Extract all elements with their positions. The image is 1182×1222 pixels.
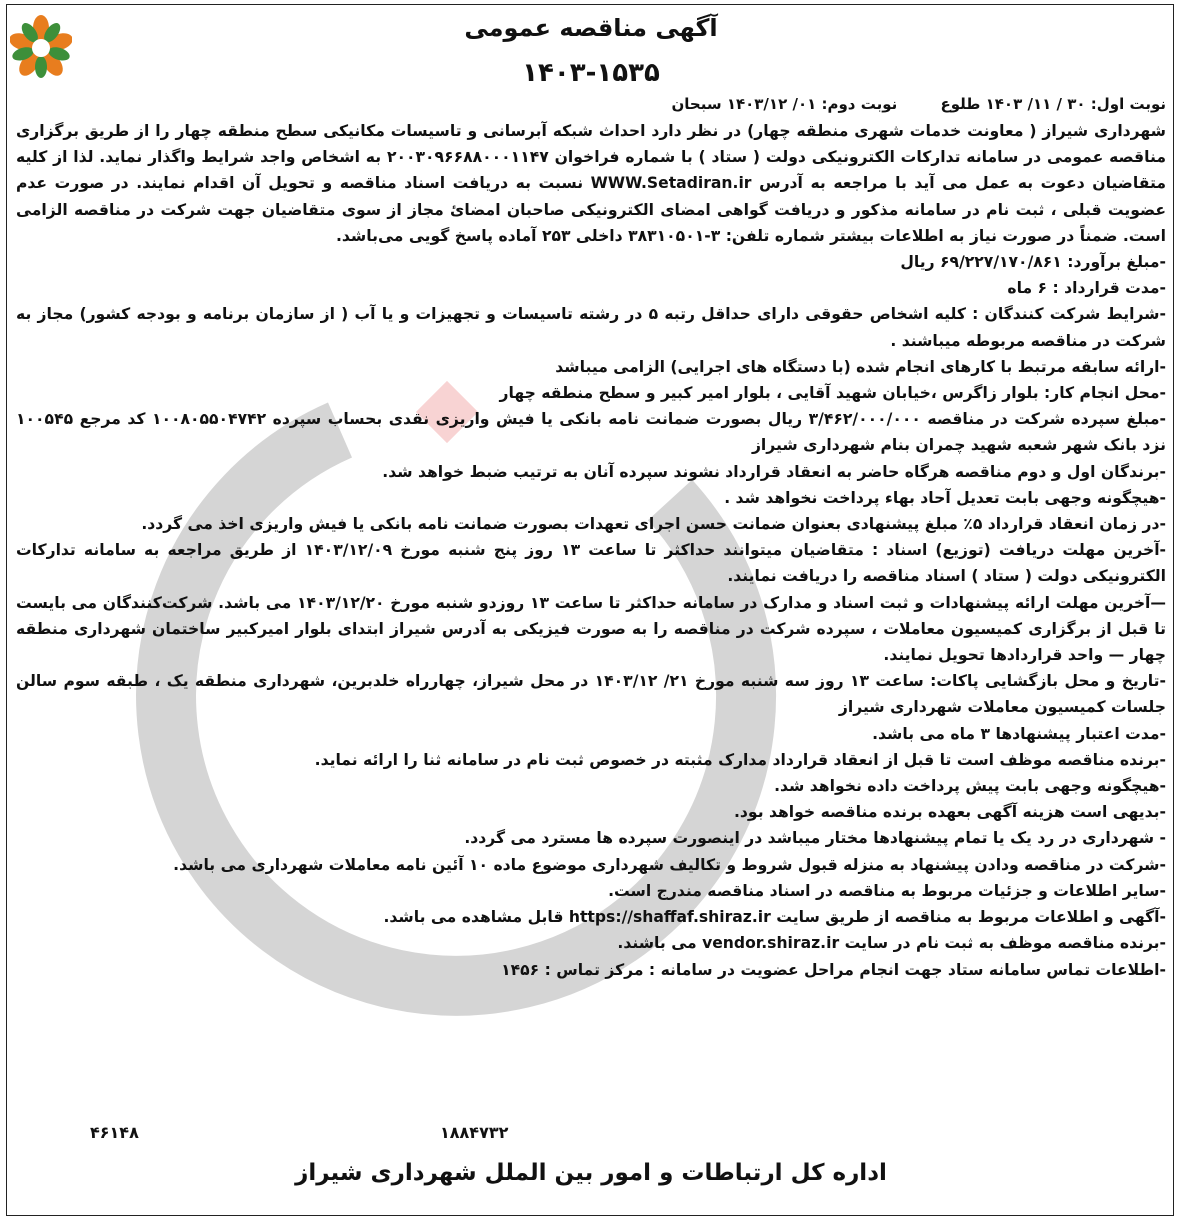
estimate-amount: -مبلغ برآورد: ۶۹/۲۲۷/۱۷۰/۸۶۱ ریال [900,253,1166,272]
intro-paragraph: شهرداری شیراز ( معاونت خدمات شهری منطقه چهار) در نظر دارد احداث شبکه آبرسانی و تاسیسات مکانیکی سطح منطقه چهار را از طریق برگزاری مناقصه عمومی در سامانه تدارکات الکترونیکی دولت ( ستاد ) با شماره فراخوان ۲۰۰۳۰۹۶۶۸۸۰۰۰۱۱۴۷ به اشخاص واجد شرایط واگذار نماید. لذا از کلیه متقاضیان دعوت به عمل می آید با مراجعه به آدرس WWW.Setadiran.ir نسبت به دریافت اسناد مناقصه و تحویل آن اقدام نمایند. در صورت عدم عضویت قبلی ، ثبت نام در سامانه مذکور و دریافت گواهی امضای الکترونیکی صاحبان امضائ مجاز از سوی متقاضیان جهت شرکت در مناقصه الزامی است. ضمناً در صورت نیاز به اطلاعات بیشتر شماره تلفن: ۳-۳۸۳۱۰۵۰۱ داخلی ۲۵۳ آماده پاسخ گویی می‌باشد. [16,122,1166,245]
notice-body [16,118,1166,983]
notice-title: آگهی مناقصه عمومی [464,14,718,42]
contact-phone-number: ۱۸۸۴۷۳۲ [440,1123,509,1142]
acceptance-terms: -شرکت در مناقصه ودادن پیشنهاد به منزله قبول شروط و تکالیف شهرداری موضوع ماده ۱۰ آئین نامه معاملات شهرداری می باشد. [173,855,1166,874]
ad-code-number: ۴۶۱۴۸ [90,1123,139,1142]
issuer-signature: اداره کل ارتباطات و امور بین الملل شهرداری شیراز [295,1160,887,1186]
participant-conditions: -شرایط شرکت کنندگان : کلیه اشخاص حقوقی دارای حداقل رتبه ۵ در رشته تاسیسات و تجهیزات و یا آب ( از سازمان برنامه و بودجه کشور) مجاز به شرکت در مناقصه مربوطه میباشند . [16,305,1166,350]
offer-validity: -مدت اعتبار پیشنهادها ۳ ماه می باشد. [872,724,1166,743]
contact-info: -اطلاعات تماس سامانه ستاد جهت انجام مراحل عضویت در سامانه : مرکز تماس : ۱۴۵۶ [501,960,1166,979]
contract-duration: -مدت قرارداد : ۶ ماه [1007,279,1166,298]
performance-guarantee: -در زمان انعقاد قرارداد ۵٪ مبلغ پیشنهادی بعنوان ضمانت حسن اجرای تعهدات بصورت ضمانت نامه بانکی یا فیش واریزی اخذ می گردد. [141,515,1166,534]
submission-deadline: —آخرین مهلت ارائه پیشنهادات و ثبت اسناد و مدارک در سامانه حداکثر تا ساعت ۱۳ روزدو شنبه مورخ ۱۴۰۳/۱۲/۲۰ می باشد. شرکت‌کنندگان می بایست تا قبل از برگزاری کمیسیون معاملات ، سپرده شرکت در مناقصه را به صورت فیزیکی به آدرس شیراز ابتدای بلوار امیرکبیر ساختمان شهرداری منطقه چهار — واحد قراردادها تحویل نمایند. [16,593,1166,665]
tender-number: ۱۴۰۳-۱۵۳۵ [522,58,660,88]
publication-shifts [26,95,1166,117]
experience-requirement: -ارائه سابقه مرتبط با کارهای انجام شده (با دستگاه های اجرایی) الزامی میباشد [555,357,1166,376]
deposit-amount: -مبلغ سپرده شرکت در مناقصه ۳/۴۶۲/۰۰۰/۰۰۰ ریال بصورت ضمانت نامه بانکی یا فیش واریزی نقدی بحساب سپرده ۱۰۰۸۰۵۵۰۴۷۴۲ کد مرجع ۱۰۰۵۴۵ نزد بانک شهر شعبه شهید چمران بنام شهرداری شیراز [16,410,1167,455]
opening-date-location: -تاریخ و محل بازگشایی پاکات: ساعت ۱۳ روز سه شنبه مورخ ۲۱/ ۱۴۰۳/۱۲ در محل شیراز، چهارراه خلدبرین، شهرداری منطقه یک ، طبقه سوم سالن جلسات کمیسیون معاملات شهرداری شیراز [16,672,1166,717]
ad-cost: -بدیهی است هزینه آگهی بعهده برنده مناقصه خواهد بود. [734,803,1166,822]
work-location: -محل انجام کار: بلوار زاگرس ،خیابان شهید آقایی ، بلوار امیر کبیر و سطح منطقه چهار [499,384,1166,403]
rejection-right: - شهرداری در رد یک یا تمام پیشنهادها مختار میباشد در اینصورت سپرده ها مسترد می گردد. [464,829,1166,848]
website-info: -آگهی و اطلاعات مربوط به مناقصه از طریق سایت https://shaffaf.shiraz.ir قابل مشاهده می باشد. [383,908,1166,927]
no-adjustment: -هیچگونه وجهی بابت تعدیل آحاد بهاء پرداخت نخواهد شد . [724,488,1166,507]
sana-registration: -برنده مناقصه موظف است تا قبل از انعقاد قرارداد مدارک مثبته در خصوص ثبت نام در سامانه ثنا را ارائه نماید. [314,750,1166,769]
winners-deposit: -برندگان اول و دوم مناقصه هرگاه حاضر به انعقاد قرارداد نشوند سپرده آنان به ترتیب ضبط خواهد شد. [382,462,1166,481]
vendor-registration: -برنده مناقصه موظف به ثبت نام در سایت vendor.shiraz.ir می باشند. [617,934,1166,953]
document-deadline: -آخرین مهلت دریافت (توزیع) اسناد : متقاضیان میتوانند حداکثر تا ساعت ۱۳ روز پنج شنبه مورخ ۱۴۰۳/۱۲/۰۹ از طریق مراجعه به سامانه تدارکات الکترونیکی دولت ( ستاد ) اسناد مناقصه را دریافت نمایند. [16,541,1167,586]
first-shift: نوبت اول: ۳۰ / ۱۱/ ۱۴۰۳ طلوع [940,95,1166,113]
no-prepayment: -هیچگونه وجهی بابت پیش پرداخت داده نخواهد شد. [774,777,1166,796]
other-info: -سایر اطلاعات و جزئیات مربوط به مناقصه در اسناد مناقصه مندرج است. [608,881,1166,900]
second-shift: نوبت دوم: ۰۱/ ۱۴۰۳/۱۲ سبحان [671,95,898,113]
